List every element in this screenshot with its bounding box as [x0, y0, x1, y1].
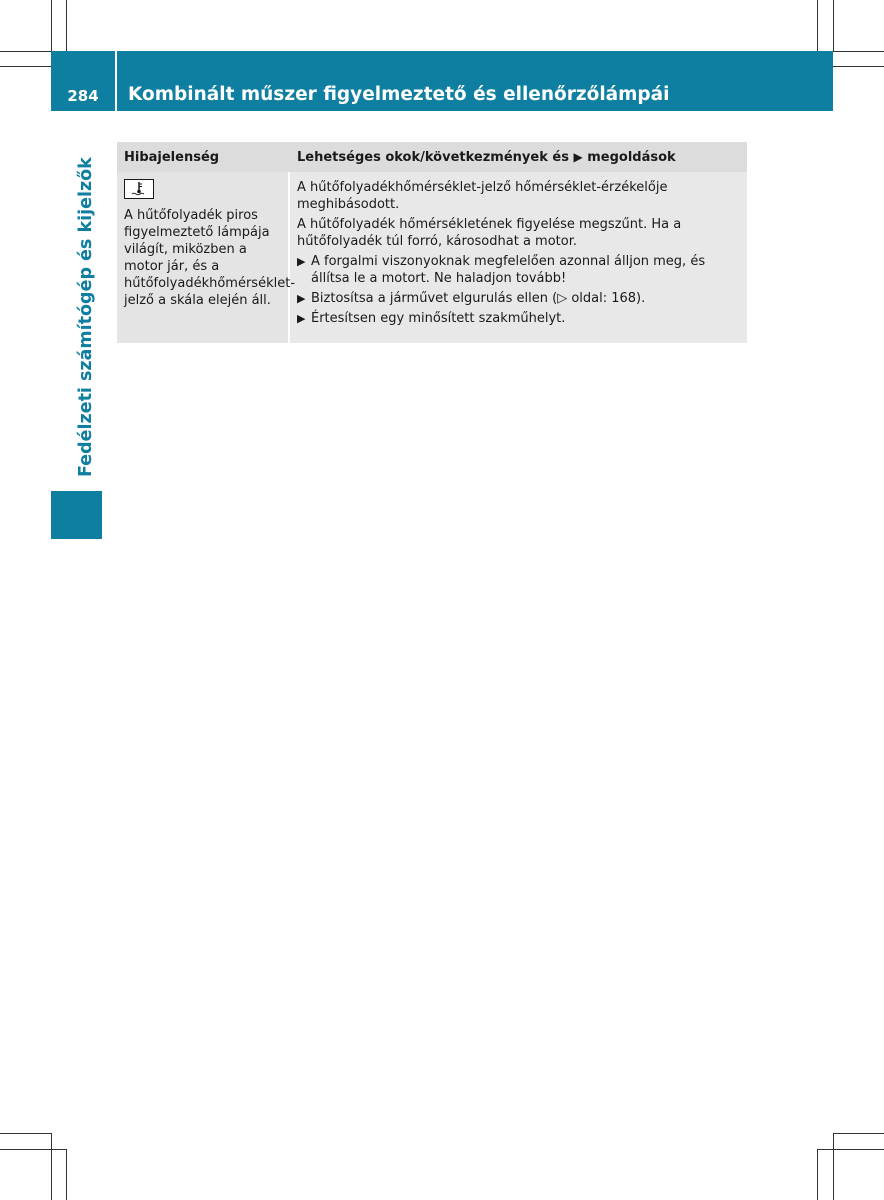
crop-mark — [833, 1133, 834, 1200]
crop-mark — [833, 1133, 884, 1134]
table-row — [117, 172, 747, 343]
crop-mark — [0, 66, 51, 67]
symptom-text: A hűtőfolyadék piros figyelmeztető lámpája világít, miközben a motor jár, és a hűtőfolyadékhőmérséklet-jelző a skála elején áll. — [124, 208, 296, 308]
chapter-side-tab: Fedélzeti számítógép és kijelzők — [76, 157, 96, 477]
crop-mark — [51, 0, 52, 51]
crop-mark — [817, 1149, 884, 1150]
crop-mark — [833, 51, 884, 52]
arrow-icon: ▶ — [297, 255, 306, 268]
page-title: Kombinált műszer figyelmeztető és ellenőrzőlámpái — [128, 84, 670, 105]
coolant-temperature-warning-icon — [124, 179, 154, 199]
column-header-causes-prefix: Lehetséges okok/következmények és — [297, 150, 569, 165]
header-divider — [115, 51, 117, 111]
crop-mark — [817, 1149, 818, 1200]
crop-mark — [66, 0, 67, 51]
causes-cell — [290, 172, 747, 343]
page-number: 284 — [67, 87, 99, 105]
crop-mark — [0, 1133, 51, 1134]
cause-text: A hűtőfolyadékhőmérséklet-jelző hőmérséklet-érzékelője meghibásodott. — [297, 180, 668, 212]
action-item — [297, 290, 741, 307]
column-header-symptom: Hibajelenség — [124, 150, 220, 165]
crop-mark — [66, 1149, 67, 1200]
crop-mark — [0, 1149, 66, 1150]
crop-mark — [833, 66, 884, 67]
action-text: A forgalmi viszonyoknak megfelelően azonnal álljon meg, és állítsa le a motort. Ne haladjon tovább! — [311, 254, 706, 286]
table-header-row — [117, 142, 747, 172]
symptom-cell — [117, 172, 296, 343]
action-text-page-reference[interactable]: Biztosítsa a járművet elgurulás ellen (▷ oldal: 168). — [311, 291, 646, 306]
crop-mark — [817, 0, 818, 51]
crop-mark — [51, 1133, 52, 1200]
column-header-causes — [290, 142, 747, 172]
arrow-icon: ▶ — [297, 312, 306, 325]
fault-table — [117, 142, 747, 343]
column-header-causes-suffix: megoldások — [587, 150, 676, 165]
cause-text: A hűtőfolyadék hőmérsékletének figyelése megszűnt. Ha a hűtőfolyadék túl forró, károsodhat a motor. — [297, 217, 682, 249]
action-text: Értesítsen egy minősített szakműhelyt. — [311, 311, 566, 326]
arrow-icon: ▶ — [573, 150, 583, 164]
crop-mark — [833, 0, 834, 51]
action-item — [297, 253, 741, 287]
chapter-tab-marker — [51, 491, 102, 539]
arrow-icon: ▶ — [297, 292, 306, 305]
crop-mark — [0, 51, 51, 52]
action-item — [297, 310, 741, 327]
